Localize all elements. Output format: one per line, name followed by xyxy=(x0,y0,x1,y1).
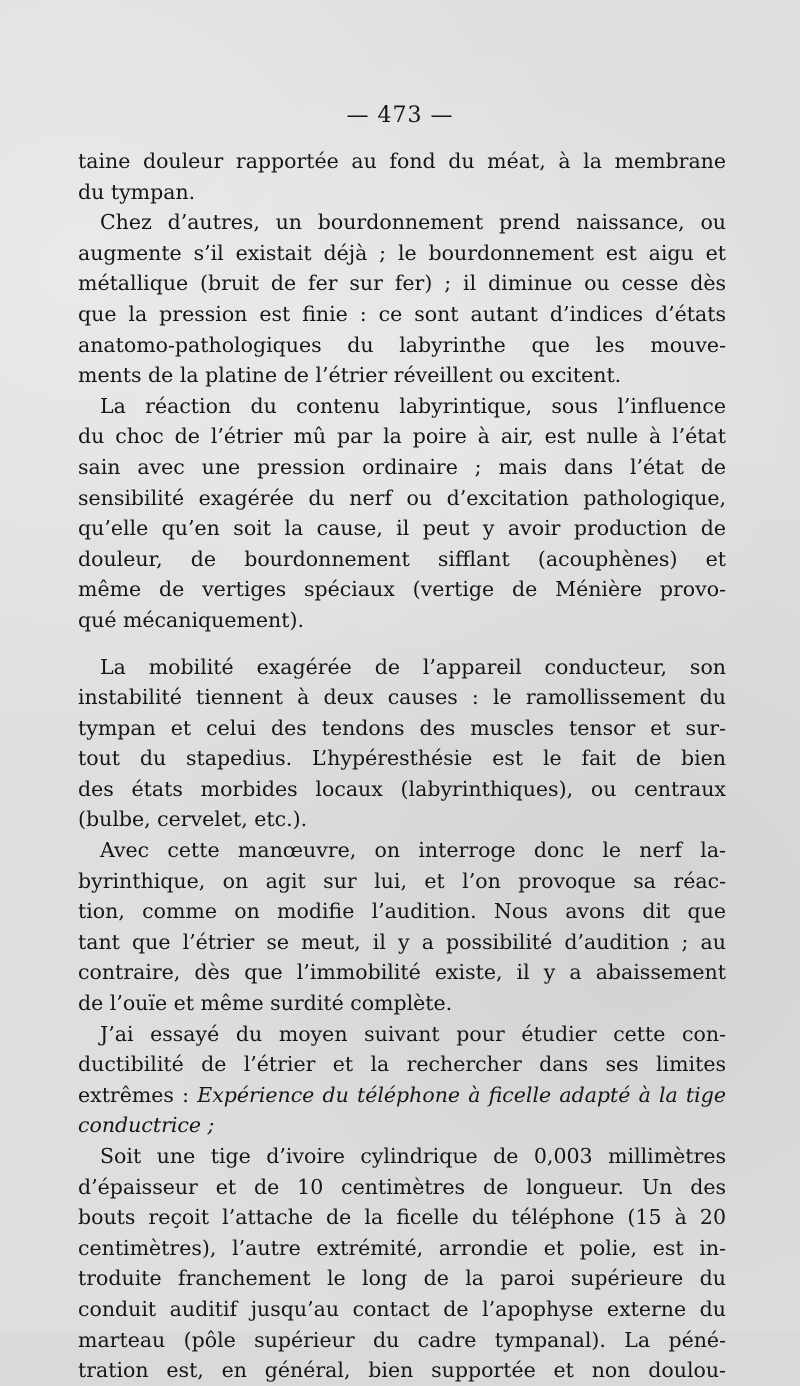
text-line: tion, comme on modifie l’audition. Nous avons dit que xyxy=(78,899,726,924)
text-line: des états morbides locaux (labyrinthiques), ou centraux xyxy=(78,776,726,801)
text-line: que la pression est finie : ce sont autant d’indices d’états xyxy=(78,301,726,326)
text-line: de l’ouïe et même surdité complète. xyxy=(78,991,453,1016)
text-line: (bulbe, cervelet, etc.). xyxy=(78,807,308,832)
paragraph-gap xyxy=(78,636,726,652)
text-line: même de vertiges spéciaux (vertige de Ménière provo- xyxy=(78,577,726,602)
body-text xyxy=(78,146,726,1386)
text-line: douleur, de bourdonnement sifflant (acouphènes) et xyxy=(78,546,726,571)
text-line: Avec cette manœuvre, on interroge donc le nerf la- xyxy=(100,838,726,863)
page-number: — 473 — xyxy=(346,103,454,128)
text-line: du tympan. xyxy=(78,179,196,204)
text-line: métallique (bruit de fer sur fer) ; il diminue ou cesse dès xyxy=(78,271,726,296)
text-line: La réaction du contenu labyrintique, sous l’influence xyxy=(100,393,726,418)
text-line: centimètres), l’autre extrémité, arrondie et polie, est in- xyxy=(78,1235,726,1260)
text-line: conduit auditif jusqu’au contact de l’apophyse externe du xyxy=(78,1296,726,1321)
text-line: sensibilité exagérée du nerf ou d’excitation pathologique, xyxy=(78,485,726,510)
text-line-mixed xyxy=(78,1080,726,1111)
text-line: marteau (pôle supérieur du cadre tympanal). La péné- xyxy=(78,1327,726,1352)
text-line: ductibilité de l’étrier et la rechercher dans ses limites xyxy=(78,1052,726,1077)
text-line: byrinthique, on agit sur lui, et l’on provoque sa réac- xyxy=(78,868,726,893)
text-line: tant que l’étrier se meut, il y a possibilité d’audition ; au xyxy=(78,929,726,954)
text-run: extrêmes : xyxy=(78,1082,190,1107)
text-line: taine douleur rapportée au fond du méat, à la membrane xyxy=(78,149,726,173)
text-line: d’épaisseur et de 10 centimètres de longueur. Un des xyxy=(78,1174,726,1199)
text-line: contraire, dès que l’immobilité existe, il y a abaissement xyxy=(78,960,726,985)
text-line: ments de la platine de l’étrier réveillent ou excitent. xyxy=(78,363,622,388)
text-line: qu’elle qu’en soit la cause, il peut y avoir production de xyxy=(78,516,726,541)
text-line: du choc de l’étrier mû par la poire à air, est nulle à l’état xyxy=(78,424,726,449)
text-line: augmente s’il existait déjà ; le bourdonnement est aigu et xyxy=(78,240,726,265)
text-line: La mobilité exagérée de l’appareil conducteur, son xyxy=(100,654,726,679)
text-line: tympan et celui des tendons des muscles tensor et sur- xyxy=(78,715,726,740)
text-line: sain avec une pression ordinaire ; mais dans l’état de xyxy=(78,454,726,479)
text-line: qué mécaniquement). xyxy=(78,607,304,632)
text-line: Chez d’autres, un bourdonnement prend naissance, ou xyxy=(100,210,726,235)
text-line: tout du stapedius. L’hypéresthésie est le fait de bien xyxy=(78,746,726,771)
text-line: anatomo-pathologiques du labyrinthe que les mouve- xyxy=(78,332,726,357)
text-line: bouts reçoit l’attache de la ficelle du téléphone (15 à 20 xyxy=(78,1205,726,1230)
text-run-italic: Expérience du téléphone à ficelle adapté à la tige xyxy=(197,1082,726,1107)
text-line: tration est, en général, bien supportée et non doulou- xyxy=(78,1358,726,1383)
text-line: instabilité tiennent à deux causes : le ramollissement du xyxy=(78,685,726,710)
text-line: troduite franchement le long de la paroi supérieure du xyxy=(78,1266,726,1291)
text-line: J’ai essayé du moyen suivant pour étudier cette con- xyxy=(100,1021,726,1046)
text-line: conductrice ; xyxy=(78,1113,215,1138)
text-line: Soit une tige d’ivoire cylindrique de 0,003 millimètres xyxy=(100,1144,726,1168)
